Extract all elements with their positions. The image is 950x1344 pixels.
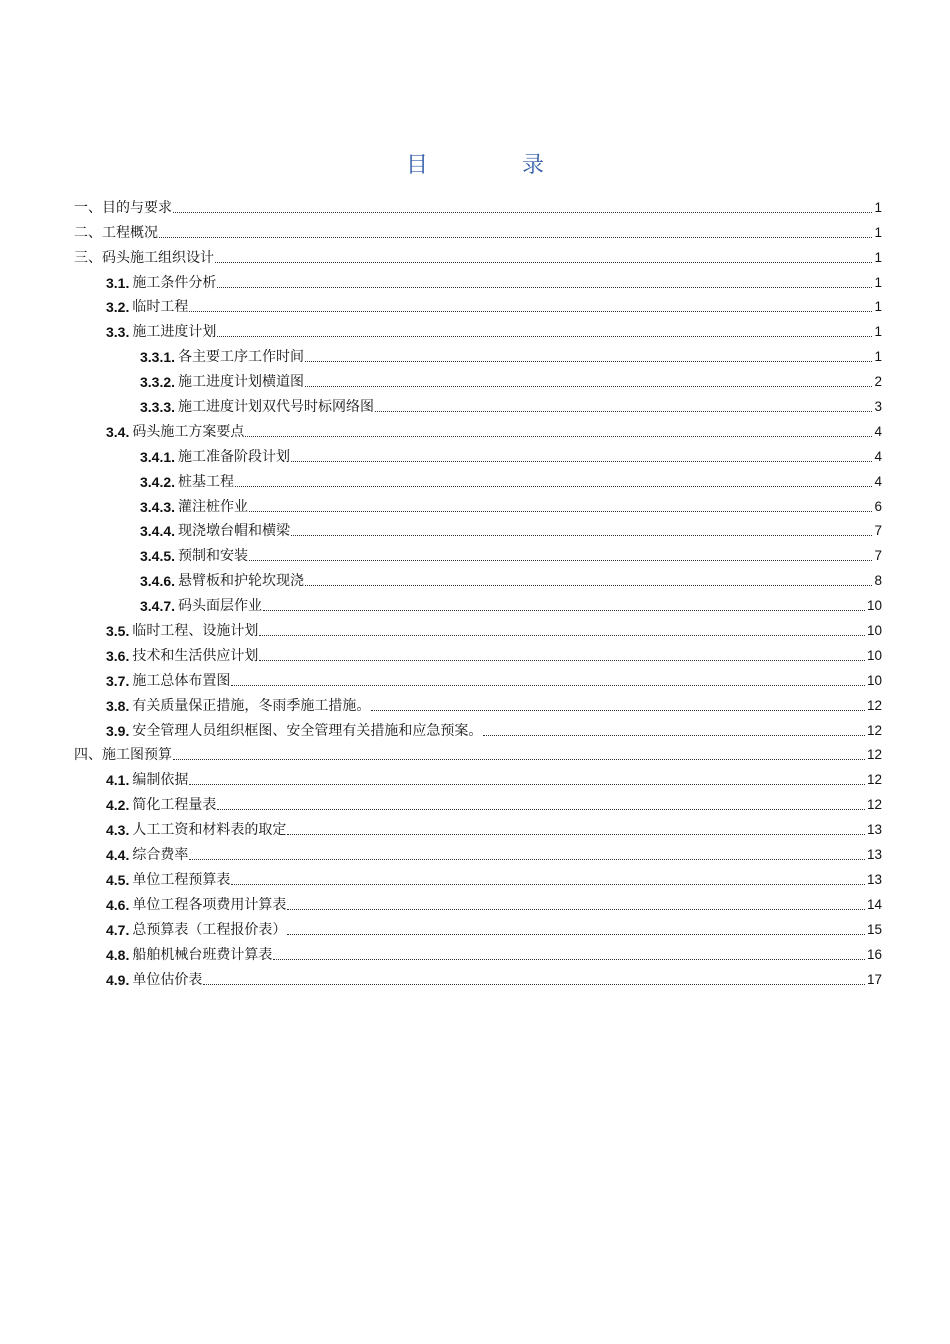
toc-dot-leader	[263, 610, 865, 611]
toc-page-number: 1	[874, 324, 882, 340]
toc-entry[interactable]	[74, 441, 882, 466]
toc-entry[interactable]	[74, 839, 882, 864]
toc-page-number: 1	[874, 349, 882, 365]
toc-entry-number: 4.1.	[106, 772, 130, 789]
toc-entry-number: 3.2.	[106, 299, 130, 316]
toc-entry-text: 四、施工图预算	[74, 747, 172, 764]
toc-entry-text: 灌注桩作业	[178, 498, 249, 515]
toc-dot-leader	[215, 262, 872, 263]
toc-page-number: 6	[874, 498, 882, 514]
toc-dot-leader	[375, 411, 872, 412]
toc-page-number: 12	[866, 772, 882, 788]
toc-dot-leader	[217, 287, 872, 288]
toc-dot-leader	[249, 511, 872, 512]
toc-page-number: 8	[874, 573, 882, 589]
toc-entry[interactable]	[74, 964, 882, 989]
toc-entry-text: 码头施工方案要点	[132, 423, 245, 440]
toc-page-number: 13	[866, 822, 882, 838]
toc-entry-number: 3.3.3.	[140, 399, 176, 416]
toc-entry[interactable]	[74, 341, 882, 366]
toc-entry-number: 3.4.3.	[140, 498, 176, 515]
toc-entry-text: 施工进度计划	[132, 324, 217, 341]
toc-entry[interactable]	[74, 217, 882, 242]
toc-entry-number: 3.1.	[106, 274, 130, 291]
toc-entry[interactable]	[74, 715, 882, 740]
toc-entry-text: 悬臂板和护轮坎现浇	[178, 573, 305, 590]
toc-page-number: 14	[866, 896, 882, 912]
toc-entry-text: 临时工程	[132, 299, 189, 316]
toc-entry-text: 编制依据	[132, 772, 189, 789]
toc-entry[interactable]	[74, 391, 882, 416]
toc-entry-number: 4.7.	[106, 921, 130, 938]
toc-entry-number: 3.4.4.	[140, 523, 176, 540]
toc-page-number: 12	[866, 697, 882, 713]
toc-entry-text: 一、目的与要求	[74, 199, 172, 216]
toc-page-number: 1	[874, 224, 882, 240]
toc-entry-text: 船舶机械台班费计算表	[132, 946, 273, 963]
toc-entry-number: 4.8.	[106, 946, 130, 963]
toc-dot-leader	[173, 759, 865, 760]
toc-dot-leader	[287, 834, 865, 835]
toc-list	[74, 192, 882, 989]
toc-entry-text: 人工工资和材料表的取定	[132, 822, 287, 839]
toc-dot-leader	[203, 984, 865, 985]
toc-entry[interactable]	[74, 789, 882, 814]
toc-entry[interactable]	[74, 516, 882, 541]
toc-entry-text: 安全管理人员组织框图、安全管理有关措施和应急预案。	[132, 722, 483, 739]
toc-entry-text: 施工总体布置图	[132, 672, 231, 689]
toc-dot-leader	[245, 436, 872, 437]
toc-entry-text: 单位工程预算表	[132, 871, 231, 888]
toc-entry-number: 3.3.	[106, 324, 130, 341]
toc-entry-text: 施工进度计划双代号时标网络图	[178, 399, 375, 416]
toc-page-number: 15	[866, 921, 882, 937]
toc-entry-number: 3.7.	[106, 672, 130, 689]
toc-dot-leader	[235, 486, 872, 487]
toc-page-number: 16	[866, 946, 882, 962]
toc-page-number: 12	[866, 722, 882, 738]
toc-page-number: 4	[874, 448, 882, 464]
toc-dot-leader	[273, 959, 865, 960]
toc-entry-number: 3.3.2.	[140, 374, 176, 391]
toc-entry[interactable]	[74, 590, 882, 615]
toc-page-number: 10	[866, 672, 882, 688]
toc-dot-leader	[189, 784, 865, 785]
toc-entry-text: 桩基工程	[178, 473, 235, 490]
toc-entry[interactable]	[74, 366, 882, 391]
toc-entry-number: 3.8.	[106, 697, 130, 714]
toc-entry[interactable]	[74, 690, 882, 715]
toc-page-number: 2	[874, 374, 882, 390]
toc-page-number: 1	[874, 299, 882, 315]
toc-entry[interactable]	[74, 914, 882, 939]
toc-entry[interactable]	[74, 889, 882, 914]
toc-entry[interactable]	[74, 267, 882, 292]
toc-entry-text: 各主要工序工作时间	[178, 349, 305, 366]
toc-page-number: 7	[874, 523, 882, 539]
toc-dot-leader	[371, 710, 865, 711]
toc-entry-number: 4.5.	[106, 871, 130, 888]
toc-page-number: 17	[866, 971, 882, 987]
toc-entry-text: 现浇墩台帽和横梁	[178, 523, 291, 540]
toc-entry[interactable]	[74, 814, 882, 839]
toc-entry[interactable]	[74, 864, 882, 889]
toc-entry[interactable]	[74, 316, 882, 341]
toc-title: 目 录	[405, 153, 580, 178]
toc-entry[interactable]	[74, 665, 882, 690]
toc-entry-number: 4.6.	[106, 896, 130, 913]
toc-entry-text: 简化工程量表	[132, 797, 217, 814]
toc-dot-leader	[305, 361, 872, 362]
toc-dot-leader	[259, 660, 865, 661]
toc-page-number: 13	[866, 871, 882, 887]
toc-entry[interactable]	[74, 466, 882, 491]
toc-entry[interactable]	[74, 416, 882, 441]
toc-entry-number: 3.4.6.	[140, 573, 176, 590]
toc-entry-number: 3.5.	[106, 623, 130, 640]
toc-dot-leader	[217, 809, 865, 810]
toc-entry[interactable]	[74, 764, 882, 789]
toc-dot-leader	[189, 311, 872, 312]
toc-entry-number: 3.4.5.	[140, 548, 176, 565]
toc-entry-text: 单位估价表	[132, 971, 203, 988]
toc-entry[interactable]	[74, 640, 882, 665]
toc-entry-text: 施工条件分析	[132, 274, 217, 291]
toc-entry-text: 临时工程、设施计划	[132, 623, 259, 640]
toc-entry-number: 3.4.7.	[140, 598, 176, 615]
toc-entry-number: 3.6.	[106, 647, 130, 664]
toc-dot-leader	[305, 386, 872, 387]
toc-dot-leader	[249, 560, 872, 561]
toc-entry-text: 施工准备阶段计划	[178, 448, 291, 465]
toc-entry-number: 3.4.1.	[140, 448, 176, 465]
toc-page-number: 10	[866, 598, 882, 614]
toc-entry-number: 3.4.2.	[140, 473, 176, 490]
toc-page-number: 10	[866, 647, 882, 663]
toc-entry[interactable]	[74, 939, 882, 964]
toc-dot-leader	[217, 336, 872, 337]
toc-dot-leader	[159, 237, 872, 238]
toc-dot-leader	[259, 635, 865, 636]
toc-page-number: 3	[874, 399, 882, 415]
toc-page-number: 4	[874, 473, 882, 489]
toc-entry-text: 二、工程概况	[74, 224, 158, 241]
toc-entry[interactable]	[74, 292, 882, 317]
toc-page-number: 1	[874, 199, 882, 215]
toc-dot-leader	[287, 934, 865, 935]
toc-entry-number: 3.4.	[106, 423, 130, 440]
toc-page-number: 12	[866, 797, 882, 813]
toc-entry-number: 3.3.1.	[140, 349, 176, 366]
toc-entry-number: 3.9.	[106, 722, 130, 739]
toc-dot-leader	[291, 461, 872, 462]
toc-page-number: 7	[874, 548, 882, 564]
toc-entry-text: 有关质量保正措施，冬雨季施工措施。	[132, 697, 371, 714]
toc-entry[interactable]	[74, 740, 882, 765]
toc-entry-text: 预制和安装	[178, 548, 249, 565]
toc-dot-leader	[483, 735, 865, 736]
toc-page-number: 4	[874, 423, 882, 439]
toc-page-number: 10	[866, 623, 882, 639]
toc-entry-text: 施工进度计划横道图	[178, 374, 305, 391]
toc-page-number: 13	[866, 847, 882, 863]
toc-entry[interactable]	[74, 540, 882, 565]
toc-dot-leader	[231, 884, 865, 885]
toc-page-number: 12	[866, 747, 882, 763]
toc-entry-text: 技术和生活供应计划	[132, 647, 259, 664]
toc-entry[interactable]	[74, 565, 882, 590]
toc-entry-number: 4.2.	[106, 797, 130, 814]
toc-entry[interactable]	[74, 491, 882, 516]
toc-dot-leader	[305, 585, 872, 586]
toc-entry-number: 4.4.	[106, 847, 130, 864]
toc-entry[interactable]	[74, 615, 882, 640]
toc-entry-text: 总预算表（工程报价表）	[132, 921, 287, 938]
toc-dot-leader	[173, 212, 872, 213]
toc-dot-leader	[287, 909, 865, 910]
toc-dot-leader	[291, 535, 872, 536]
toc-entry-number: 4.9.	[106, 971, 130, 988]
toc-dot-leader	[231, 685, 865, 686]
toc-entry-text: 码头面层作业	[178, 598, 263, 615]
toc-entry-number: 4.3.	[106, 822, 130, 839]
toc-entry-text: 三、码头施工组织设计	[74, 249, 214, 266]
toc-entry[interactable]	[74, 192, 882, 217]
toc-entry-text: 单位工程各项费用计算表	[132, 896, 287, 913]
toc-page-number: 1	[874, 274, 882, 290]
toc-dot-leader	[189, 859, 865, 860]
toc-page-number: 1	[874, 249, 882, 265]
toc-entry[interactable]	[74, 242, 882, 267]
toc-entry-text: 综合费率	[132, 847, 189, 864]
